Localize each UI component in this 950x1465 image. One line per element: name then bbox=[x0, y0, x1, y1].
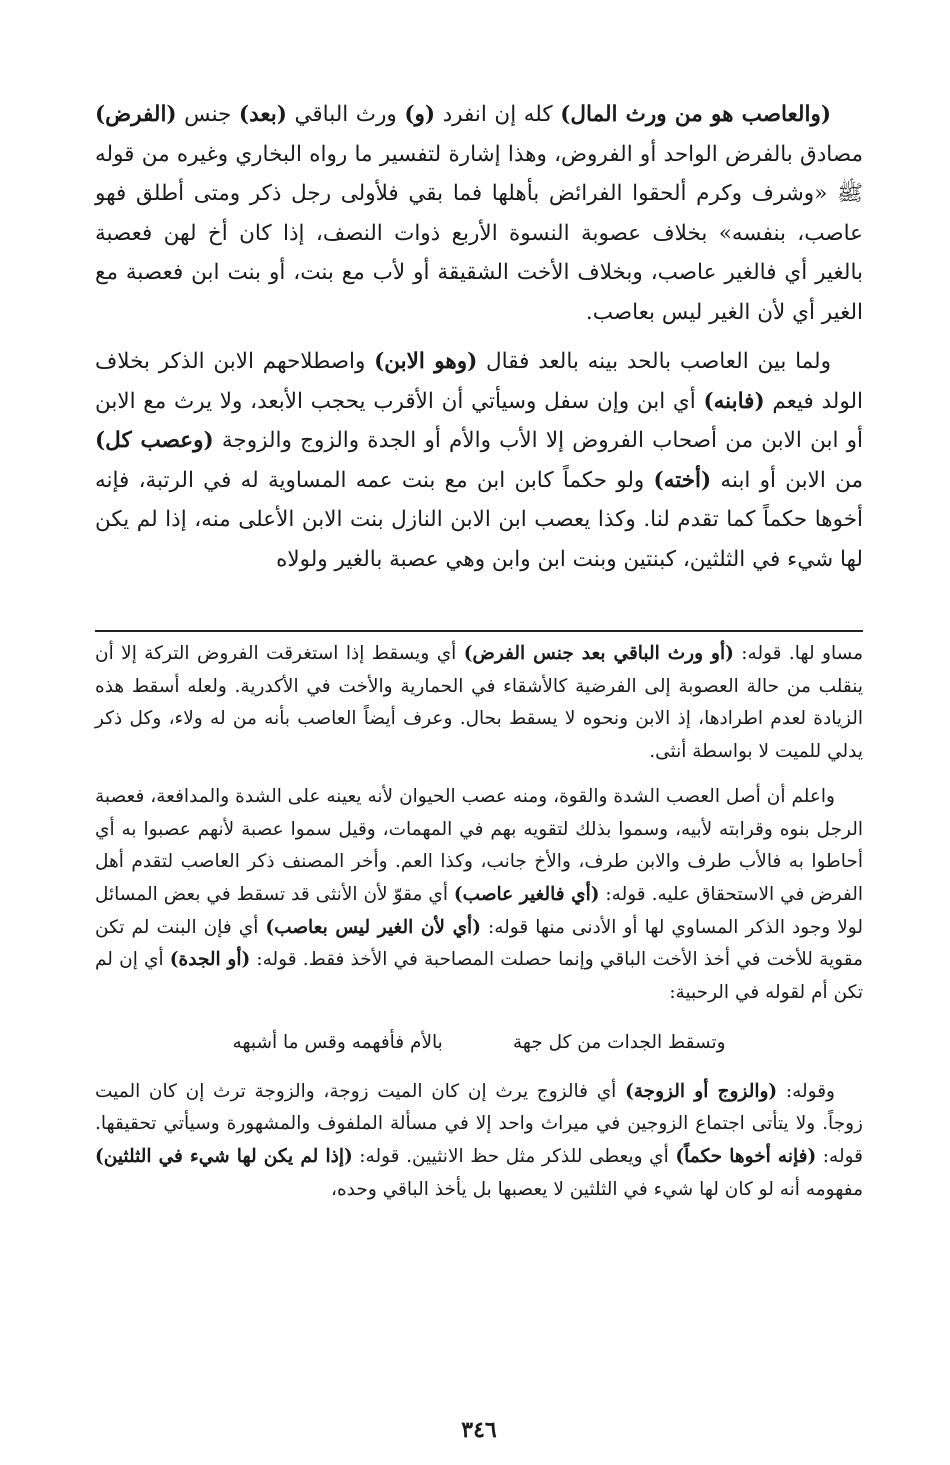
matn-phrase: (والعاصب هو من ورث المال) bbox=[560, 102, 831, 127]
commentary-text: جنس bbox=[176, 102, 239, 127]
verse-second-hemistich: بالأم فأفهمه وقس ما أشبهه bbox=[232, 1031, 443, 1053]
main-text bbox=[95, 95, 863, 579]
footnote-divider bbox=[95, 630, 863, 632]
commentary-text: مصادق بالفرض الواحد أو الفروض، وهذا إشارة لتفسير ما رواه البخاري وغيره من قوله ﷺ «وشرف وكرم ألحقوا الفرائض بأهلها فما بقي فلأولى رجل ذكر ومتى أطلق فهو عاصب، بنفسه» بخلاف عصوبة النسوة الأربع ذوات النصف، إذا كان أخ لهن فعصبة بالغير أي فالغير عاصب، وبخلاف الأخت الشقيقة أو لأب مع بنت، أو بنت ابن فعصبة مع الغير أي لأن الغير ليس بعاصب. bbox=[95, 141, 863, 325]
page bbox=[95, 95, 864, 1443]
footnotes bbox=[95, 638, 863, 1207]
note-text: أي إن لم تكن أم لقوله في الرحبية: bbox=[95, 949, 863, 1004]
note-quote: (أي لأن الغير ليس بعاصب) bbox=[265, 916, 481, 938]
note-text: مفهومه أنه لو كان لها شيء في الثلثين لا يعصبها بل يأخذ الباقي وحده، bbox=[331, 1178, 863, 1200]
matn-phrase: (أخته) bbox=[653, 467, 712, 493]
matn-phrase: (الفرض) bbox=[95, 102, 177, 127]
footnote-paragraph-2 bbox=[95, 781, 863, 1010]
footnote-paragraph-3 bbox=[95, 1076, 863, 1207]
footnote-paragraph-1 bbox=[95, 638, 863, 769]
page-number: ٣٤٦ bbox=[461, 1417, 497, 1443]
commentary-text: ولما بين العاصب بالحد بينه بالعد فقال bbox=[477, 349, 831, 374]
matn-phrase: (وهو الابن) bbox=[374, 349, 478, 374]
note-quote: (أو ورث الباقي بعد جنس الفرض) bbox=[463, 643, 734, 664]
note-text: أي ويعطى للذكر مثل حظ الانثيين. قوله: bbox=[352, 1146, 676, 1168]
main-paragraph-2 bbox=[95, 342, 863, 579]
commentary-text: كله إن انفرد bbox=[435, 102, 561, 127]
poem-verse bbox=[95, 1026, 863, 1060]
verse-first-hemistich: وتسقط الجدات من كل جهة bbox=[512, 1031, 726, 1053]
note-text: أي مقوّ لأن الأنثى قد تسقط في بعض المسائل لولا وجود الذكر المساوي لها أو الأدنى منها قوله: bbox=[95, 883, 863, 938]
commentary-text: ورث الباقي bbox=[286, 102, 405, 127]
matn-phrase: (و) bbox=[404, 102, 436, 127]
commentary-text: واصطلاحهم الابن الذكر بخلاف الولد فيعم bbox=[95, 349, 863, 414]
main-paragraph-1 bbox=[95, 95, 863, 332]
note-text: واعلم أن أصل العصب الشدة والقوة، ومنه عصب الحيوان لأنه يعينه على الشدة والمدافعة، فعصبة الرجل بنوه وقرابته لأبيه، وسموا بذلك لتقويه بهم في المهمات، وقيل سموا عصبة لأنهم عصبوا به أي أحاطوا به فالأب طرف والابن طرف، والأخ جانب، وكذا العم. وأخر المصنف ذكر العاصب لتقدم أهل الفرض في الاستحقاق عليه. قوله: bbox=[95, 785, 864, 905]
note-text: مساو لها. قوله: bbox=[733, 643, 863, 664]
note-quote: (إذا لم يكن لها شيء في الثلثين) bbox=[95, 1146, 353, 1168]
note-quote: (أي فالغير عاصب) bbox=[453, 883, 600, 905]
note-text: أي ويسقط إذا استغرقت الفروض التركة إلا أن ينقلب من حالة العصوبة إلى الفرضية كالأشقاء في الحمارية والأخت في الأكدرية. ولعله أسقط هذه الزيادة لعدم اطرادها، إذ الابن ونحوه لا يسقط بحال. وعرف أيضاً العاصب بأنه من له ولاء، وكل ذكر يدلي للميت لا بواسطة أنثى. bbox=[95, 643, 863, 763]
note-text: وقوله: bbox=[777, 1080, 835, 1102]
note-text: أي فإن البنت لم تكن مقوية للأخت في أخذ الأخت الباقي وإنما حصلت المصاحبة في الأخذ فقط. قوله: bbox=[95, 916, 863, 971]
note-quote: (فإنه أخوها حكماً) bbox=[675, 1146, 817, 1168]
note-text: أي فالزوج يرث إن كان الميت زوجة، والزوجة ترث إن كان الميت زوجاً. ولا يتأتى اجتماع الزوجين في ميراث واحد إلا في مسألة الملفوف والمشهورة وسيأتي تحقيقها. قوله: bbox=[95, 1080, 863, 1168]
commentary-text: ولو حكماً كابن ابن مع بنت عمه المساوية له في الرتبة، فإنه أخوها حكماً كما تقدم لنا. وكذا يعصب ابن الابن النازل بنت الابن الأعلى منه، إذا لم يكن لها شيء في الثلثين، كبنتين وبنت ابن وابن وهي عصبة بالغير ولولاه bbox=[95, 467, 863, 572]
commentary-text: من الابن أو ابنه bbox=[711, 467, 863, 493]
commentary-text: أي ابن وإن سفل وسيأتي أن الأقرب يحجب الأبعد، ولا يرث مع الابن أو ابن الابن من أصحاب الفروض إلا الأب والأم أو الجدة والزوج والزوجة bbox=[95, 388, 863, 453]
matn-phrase: (بعد) bbox=[238, 102, 287, 127]
note-quote: (أو الجدة) bbox=[169, 949, 251, 971]
note-quote: (والزوج أو الزوجة) bbox=[625, 1080, 778, 1102]
matn-phrase: (فابنه) bbox=[703, 388, 765, 414]
matn-phrase: (وعصب كل) bbox=[95, 428, 214, 453]
